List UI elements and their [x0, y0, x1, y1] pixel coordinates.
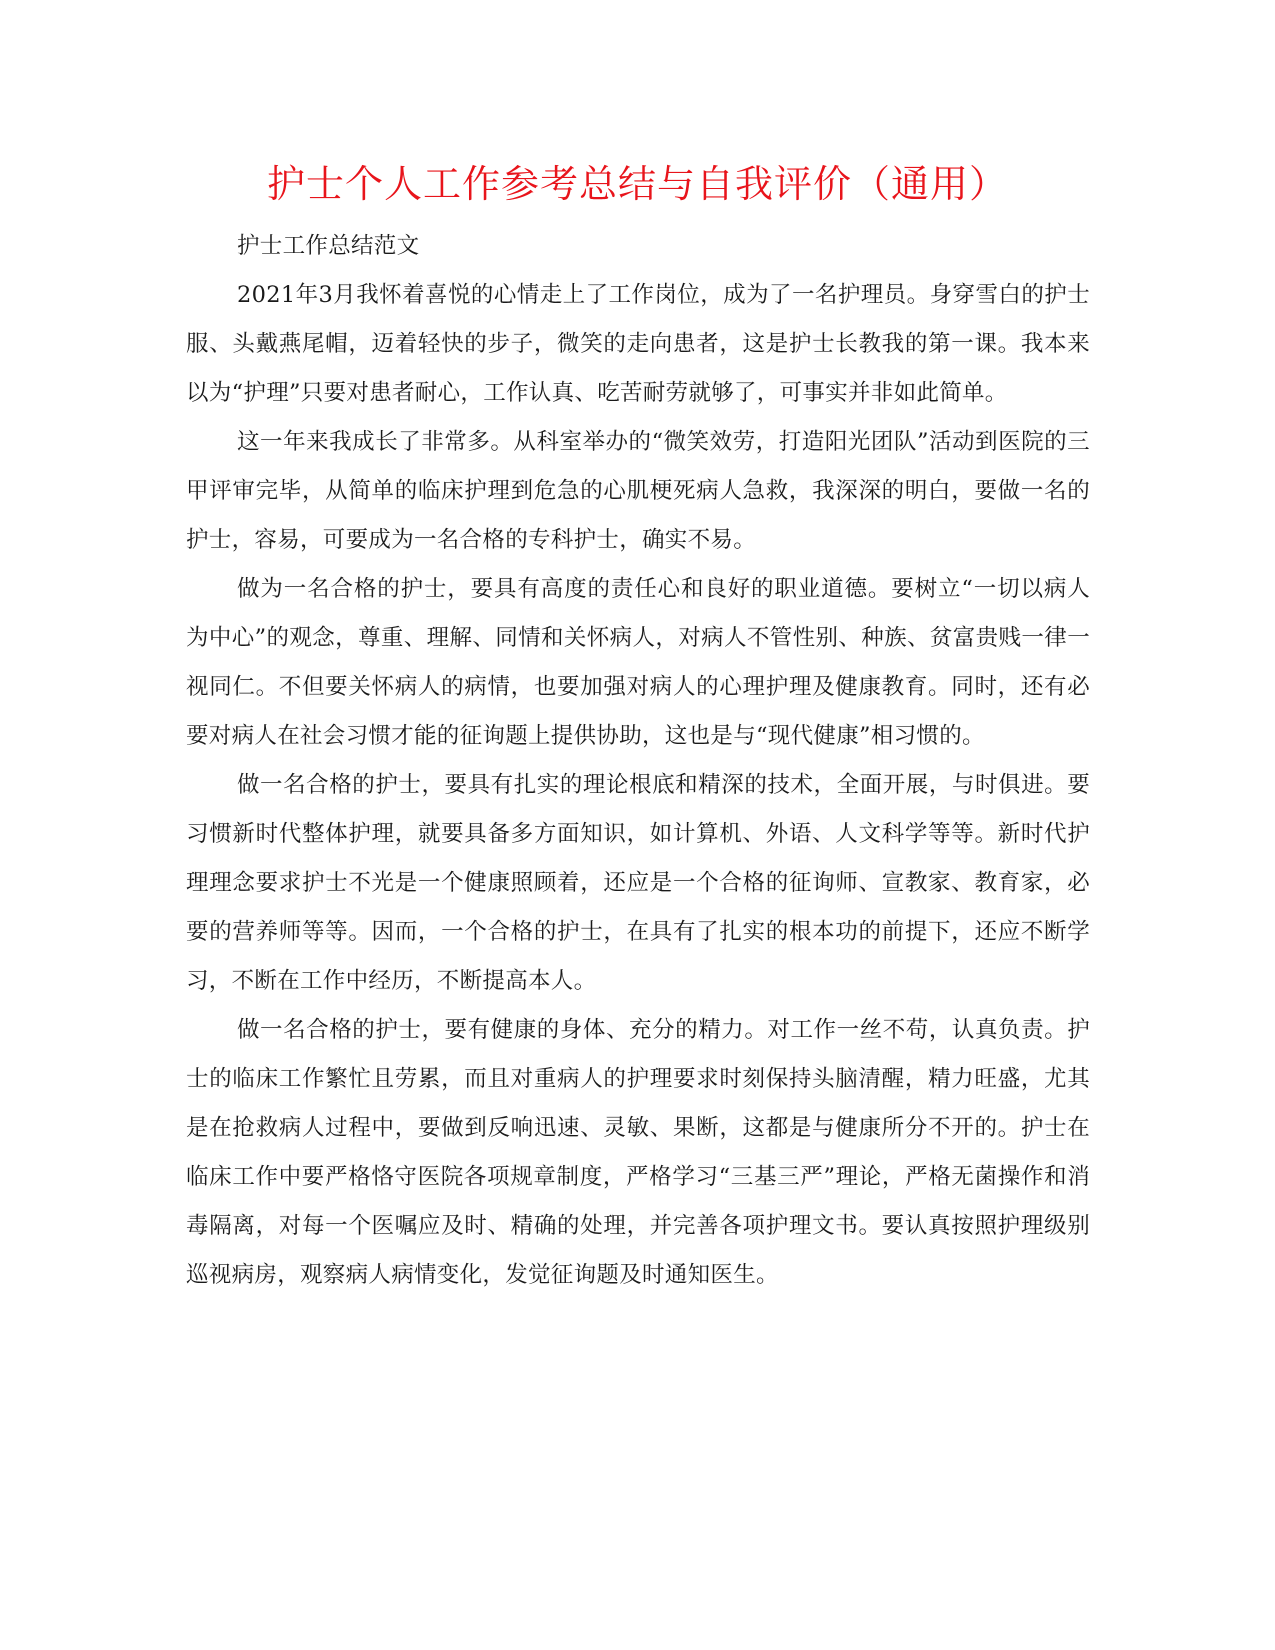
paragraph-2: 这一年来我成长了非常多。从科室举办的“微笑效劳，打造阳光团队”活动到医院的三甲评审完毕，从简单的临床护理到危急的心肌梗死病人急救，我深深的明白，要做一名的护士，容易，可要成为一名合格的专科护士，确实不易。 — [186, 429, 1090, 553]
document-subheading: 护士工作总结范文 — [237, 233, 420, 259]
document-title: 护士个人工作参考总结与自我评价（通用） — [266, 162, 1008, 206]
paragraph-1: 2021年3月我怀着喜悦的心情走上了工作岗位，成为了一名护理员。身穿雪白的护士服、头戴燕尾帽，迈着轻快的步子，微笑的走向患者，这是护士长教我的第一课。我本来以为“护理”只要对患者耐心，工作认真、吃苦耐劳就够了，可事实并非如此简单。 — [186, 282, 1090, 406]
document-body — [186, 222, 1090, 1300]
paragraph-5: 做一名合格的护士，要有健康的身体、充分的精力。对工作一丝不苟，认真负责。护士的临床工作繁忙且劳累，而且对重病人的护理要求时刻保持头脑清醒，精力旺盛，尤其是在抢救病人过程中，要做到反响迅速、灵敏、果断，这都是与健康所分不开的。护士在临床工作中要严格恪守医院各项规章制度，严格学习“三基三严”理论，严格无菌操作和消毒隔离，对每一个医嘱应及时、精确的处理，并完善各项护理文书。要认真按照护理级别巡视病房，观察病人病情变化，发觉征询题及时通知医生。 — [186, 1017, 1090, 1288]
paragraph-3: 做为一名合格的护士，要具有高度的责任心和良好的职业道德。要树立“一切以病人为中心”的观念，尊重、理解、同情和关怀病人，对病人不管性别、种族、贫富贵贱一律一视同仁。不但要关怀病人的病情，也要加强对病人的心理护理及健康教育。同时，还有必要对病人在社会习惯才能的征询题上提供协助，这也是与“现代健康”相习惯的。 — [186, 576, 1090, 749]
paragraph-4: 做一名合格的护士，要具有扎实的理论根底和精深的技术，全面开展，与时俱进。要习惯新时代整体护理，就要具备多方面知识，如计算机、外语、人文科学等等。新时代护理理念要求护士不光是一个健康照顾着，还应是一个合格的征询师、宣教家、教育家，必要的营养师等等。因而，一个合格的护士，在具有了扎实的根本功的前提下，还应不断学习，不断在工作中经历，不断提高本人。 — [186, 772, 1090, 994]
